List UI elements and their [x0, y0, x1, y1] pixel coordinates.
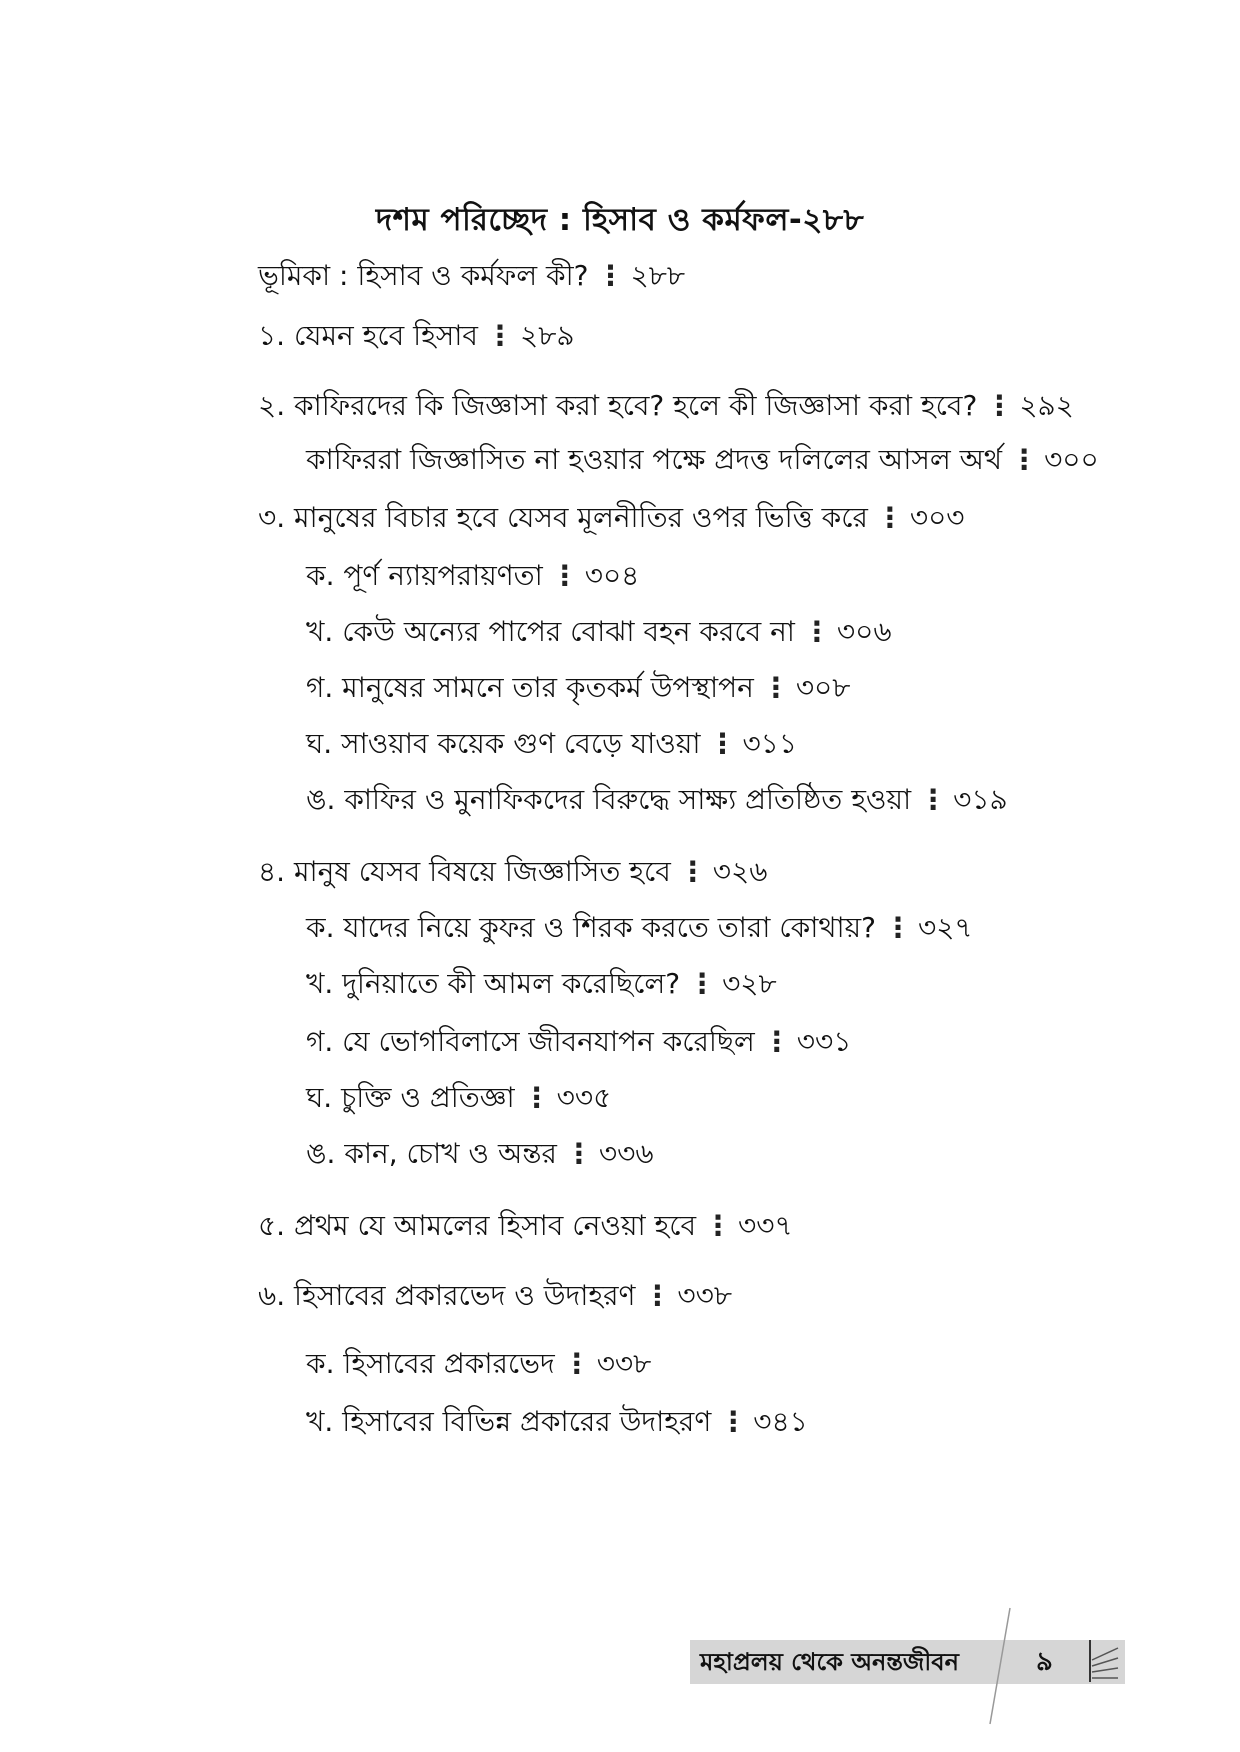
- separator-icon: ⋮: [550, 559, 579, 592]
- toc-entry-page: ৩৪১: [753, 1405, 808, 1438]
- toc-entry: [306, 1402, 808, 1442]
- toc-entry-text: গ. মানুষের সামনে তার কৃতকর্ম উপস্থাপন: [306, 671, 754, 704]
- toc-entry-page: ২৮৮: [630, 259, 686, 292]
- toc-entry-text: খ. কেউ অন্যের পাপের বোঝা বহন করবে না: [306, 615, 795, 648]
- toc-entry: [258, 1206, 793, 1246]
- toc-entry: [306, 556, 639, 596]
- page-number: ৯: [1036, 1647, 1053, 1677]
- toc-entry: [258, 498, 964, 538]
- toc-entry-text: ঙ. কান, চোখ ও অন্তর: [306, 1137, 557, 1170]
- toc-entry-text: গ. যে ভোগবিলাসে জীবনযাপন করেছিল: [306, 1025, 755, 1058]
- toc-entry-text: খ. দুনিয়াতে কী আমল করেছিলে?: [306, 967, 681, 1000]
- separator-icon: ⋮: [596, 259, 625, 292]
- footer-book-title: মহাপ্রলয় থেকে অনন্তজীবন: [700, 1648, 959, 1676]
- toc-entry-page: ৩০০: [1044, 443, 1099, 476]
- separator-icon: ⋮: [719, 1405, 748, 1438]
- toc-entry-page: ৩০৪: [584, 559, 640, 592]
- separator-icon: ⋮: [522, 1081, 551, 1114]
- toc-entry-text: ক. পূর্ণ ন্যায়পরায়ণতা: [306, 559, 543, 592]
- toc-entry-text: ঘ. চুক্তি ও প্রতিজ্ঞা: [306, 1081, 515, 1114]
- toc-entry: [306, 908, 973, 948]
- toc-entry: [306, 780, 1008, 820]
- separator-icon: ⋮: [1010, 443, 1039, 476]
- chapter-title: দশম পরিচ্ছেদ : হিসাব ও কর্মফল-২৮৮: [375, 202, 865, 238]
- footer-divider-icon: [980, 1600, 1140, 1730]
- separator-icon: ⋮: [486, 319, 514, 352]
- toc-entry-page: ৩০৬: [836, 615, 892, 648]
- toc-entry-text: ৫. প্রথম যে আমলের হিসাব নেওয়া হবে: [258, 1209, 697, 1242]
- separator-icon: ⋮: [688, 967, 717, 1000]
- toc-entry-page: ৩০৩: [909, 501, 965, 534]
- toc-entry-page: ৩৩৮: [677, 1279, 732, 1312]
- toc-entry: [258, 386, 1074, 426]
- separator-icon: ⋮: [708, 727, 737, 760]
- toc-entry-text: ঙ. কাফির ও মুনাফিকদের বিরুদ্ধে সাক্ষ্য প্রতিষ্ঠিত হওয়া: [306, 783, 912, 816]
- toc-entry: [306, 1344, 651, 1384]
- toc-entry-page: ৩২৭: [917, 911, 973, 944]
- toc-entry-text: ৩. মানুষের বিচার হবে যেসব মূলনীতির ওপর ভিত্তি করে: [258, 501, 868, 534]
- toc-entry: [306, 440, 1099, 480]
- separator-icon: ⋮: [762, 1025, 791, 1058]
- toc-entry-page: ৩১১: [742, 727, 798, 760]
- separator-icon: ⋮: [678, 855, 707, 888]
- toc-entry: [306, 1134, 654, 1174]
- separator-icon: ⋮: [704, 1209, 733, 1242]
- toc-entry-page: ৩৩৫: [556, 1081, 612, 1114]
- separator-icon: ⋮: [985, 389, 1014, 422]
- toc-entry-text: ভূমিকা : হিসাব ও কর্মফল কী?: [258, 259, 589, 292]
- toc-entry-text: খ. হিসাবের বিভিন্ন প্রকারের উদাহরণ: [306, 1405, 712, 1438]
- toc-entry: [306, 668, 850, 708]
- toc-entry-page: ২৯২: [1019, 389, 1074, 422]
- separator-icon: ⋮: [562, 1347, 591, 1380]
- toc-entry-text: ৬. হিসাবের প্রকারভেদ ও উদাহরণ: [258, 1279, 636, 1312]
- toc-entry: [258, 256, 685, 296]
- toc-entry-page: ৩৩৭: [738, 1209, 793, 1242]
- toc-entry-page: ৩০৮: [795, 671, 851, 704]
- toc-entry: [258, 316, 575, 356]
- toc-entry-text: ৪. মানুষ যেসব বিষয়ে জিজ্ঞাসিত হবে: [258, 855, 671, 888]
- toc-entry-page: ৩১৯: [953, 783, 1008, 816]
- toc-entry-page: ৩২৬: [712, 855, 768, 888]
- toc-entry: [258, 852, 767, 892]
- toc-entry-text: ১. যেমন হবে হিসাব: [258, 319, 478, 352]
- separator-icon: ⋮: [643, 1279, 672, 1312]
- toc-entry-page: ৩৩১: [796, 1025, 852, 1058]
- separator-icon: ⋮: [802, 615, 831, 648]
- separator-icon: ⋮: [919, 783, 948, 816]
- toc-entry-text: ২. কাফিরদের কি জিজ্ঞাসা করা হবে? হলে কী জিজ্ঞাসা করা হবে?: [258, 389, 978, 422]
- toc-entry: [306, 1078, 611, 1118]
- toc-entry: [306, 612, 892, 652]
- toc-entry-text: ক. হিসাবের প্রকারভেদ: [306, 1347, 555, 1380]
- toc-entry-page: ২৮৯: [520, 319, 575, 352]
- toc-entry-text: ক. যাদের নিয়ে কুফর ও শিরক করতে তারা কোথায়?: [306, 911, 876, 944]
- toc-entry-text: কাফিররা জিজ্ঞাসিত না হওয়ার পক্ষে প্রদত্ত দলিলের আসল অর্থ: [306, 443, 1003, 476]
- toc-entry-page: ৩৩৮: [596, 1347, 652, 1380]
- separator-icon: ⋮: [875, 501, 904, 534]
- toc-entry: [306, 724, 797, 764]
- toc-entry-text: ঘ. সাওয়াব কয়েক গুণ বেড়ে যাওয়া: [306, 727, 701, 760]
- toc-entry: [306, 964, 777, 1004]
- separator-icon: ⋮: [883, 911, 912, 944]
- separator-icon: ⋮: [564, 1137, 593, 1170]
- toc-entry-page: ৩২৮: [722, 967, 777, 1000]
- toc-entry-page: ৩৩৬: [598, 1137, 654, 1170]
- toc-entry: [258, 1276, 732, 1316]
- toc-entry: [306, 1022, 851, 1062]
- separator-icon: ⋮: [761, 671, 790, 704]
